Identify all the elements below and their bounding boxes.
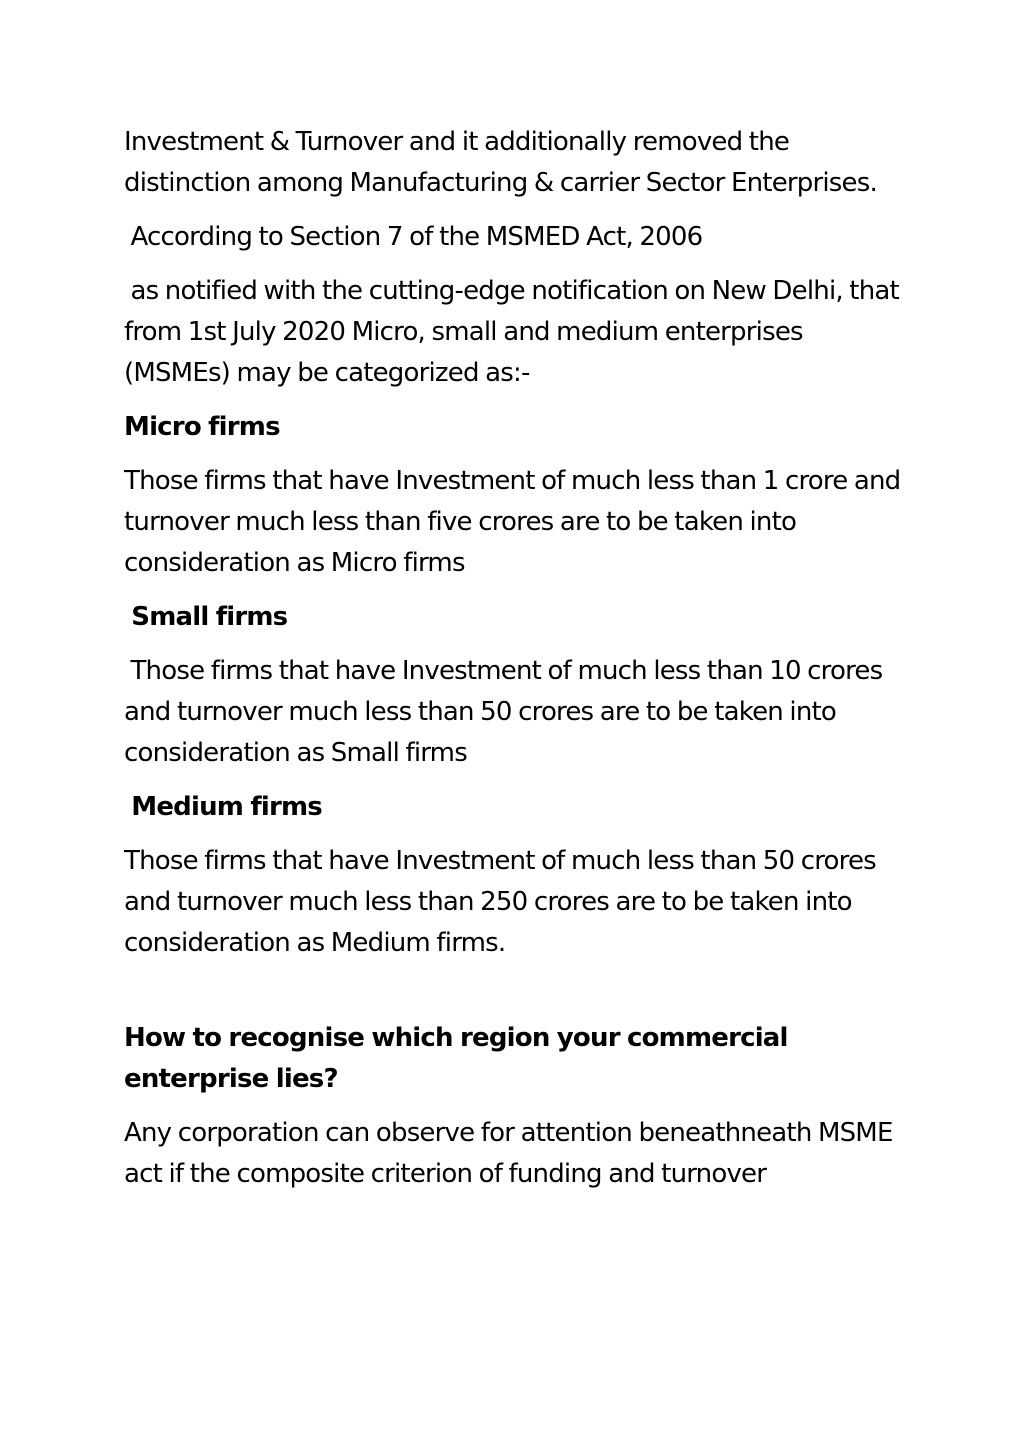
question-heading: How to recognise which region your commercial enterprise lies?: [124, 1023, 795, 1094]
document-page: [124, 122, 914, 1208]
small-firms-paragraph: Those firms that have Investment of much less than 10 crores and turnover much less than 50 crores are to be taken into consideration as Small firms: [124, 656, 889, 768]
micro-firms-heading: Micro firms: [124, 412, 280, 442]
micro-firms-paragraph: Those firms that have Investment of much less than 1 crore and turnover much less than five crores are to be taken into consideration as Micro firms: [124, 466, 907, 578]
answer-paragraph: Any corporation can observe for attention beneathneath MSME act if the composite criterion of funding and turnover: [124, 1118, 900, 1189]
blank-line: [124, 977, 914, 1018]
notification-paragraph: as notified with the cutting-edge notification on New Delhi, that from 1st July 2020 Micro, small and medium enterprises (MSMEs) may be categorized as:-: [124, 276, 906, 388]
section-reference-paragraph: According to Section 7 of the MSMED Act, 2006: [124, 222, 703, 252]
medium-firms-paragraph: Those firms that have Investment of much less than 50 crores and turnover much less than 250 crores are to be taken into consideration as Medium firms.: [124, 846, 883, 958]
medium-firms-heading: Medium firms: [124, 792, 322, 822]
intro-paragraph: Investment & Turnover and it additionally removed the distinction among Manufacturing & carrier Sector Enterprises.: [124, 127, 877, 198]
small-firms-heading: Small firms: [124, 602, 288, 632]
